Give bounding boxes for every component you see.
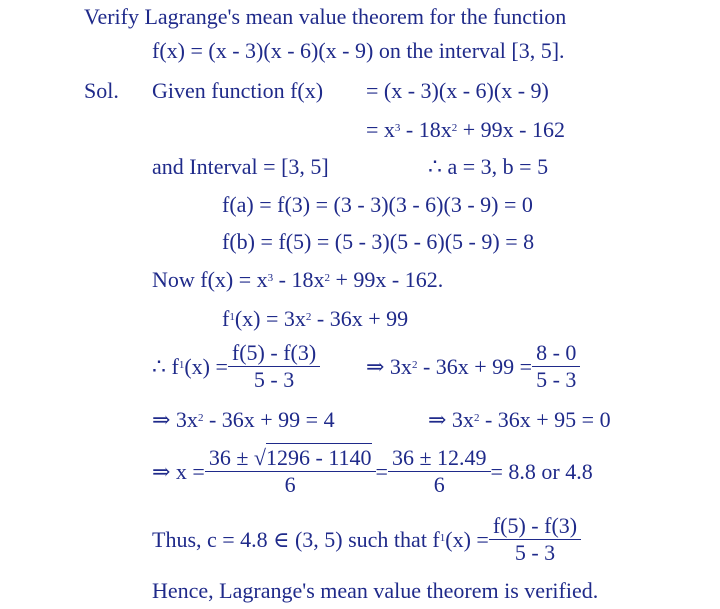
- sol-label: Sol.: [84, 78, 119, 103]
- f-of-b: f(b) = f(5) = (5 - 3)(5 - 6)(5 - 9) = 8: [222, 229, 535, 254]
- c-value-statement: Thus, c = 4.8 ∈ (3, 5) such that $f^1(x)$ = $\frac{f(5) - f(3)}{5 - 3}$: [152, 514, 581, 566]
- quadratic-roots: ⇒ x = $\frac{36 \pm √1296 - 1140}{6}$ = $\frac{36 \pm 12.49}{6}$ = 8.8 or 4.8: [152, 445, 593, 498]
- mvt-equation: ∴ $f^1(x)$ = $\frac{f(5) - f(3)}{5 - 3}$: [152, 342, 320, 393]
- problem-line-1: Verify Lagrange's mean value theorem for the function: [84, 4, 567, 29]
- derivative: $f^1(x) = 3x^2 - 36x + 99$: [222, 306, 409, 331]
- given-function-label: Given function f(x): [152, 78, 324, 103]
- endpoints-a-b: ∴ a = 3, b = 5: [428, 154, 549, 179]
- interval-statement: and Interval = [3, 5]: [152, 154, 329, 179]
- conclusion: Hence, Lagrange's mean value theorem is verified.: [152, 578, 599, 603]
- slope-fraction: $\frac{8 - 0}{5 - 3}$: [532, 342, 580, 391]
- f-of-a: f(a) = f(3) = (3 - 3)(3 - 6)(3 - 9) = 0: [222, 192, 533, 217]
- c-fraction: $\frac{f(5) - f(3)}{5 - 3}$: [489, 515, 581, 564]
- quadratic-equation-1: ⇒ $3x^2 - 36x + 99 = 4$: [152, 407, 335, 432]
- given-function-rhs: = (x - 3)(x - 6)(x - 9): [366, 78, 549, 103]
- expanded-polynomial: = $x^3 - 18x^2 + 99x - 162$: [366, 117, 565, 142]
- mvt-implication: ⇒ $3x^2 - 36x + 99$ = $\frac{8 - 0}{5 - 3}$: [366, 342, 580, 393]
- root-fraction: $\frac{36 \pm √1296 - 1140}{6}$: [205, 447, 376, 496]
- now-function: Now $f(x) = x^3 - 18x^2 + 99x - 162$.: [152, 267, 444, 292]
- problem-line-2: f(x) = (x - 3)(x - 6)(x - 9) on the interval [3, 5].: [152, 38, 565, 63]
- mvt-fraction: $\frac{f(5) - f(3)}{5 - 3}$: [228, 342, 320, 391]
- quadratic-equation-2: ⇒ $3x^2 - 36x + 95 = 0$: [428, 407, 611, 432]
- root-decimal-fraction: $\frac{36 \pm 12.49}{6}$: [388, 447, 491, 496]
